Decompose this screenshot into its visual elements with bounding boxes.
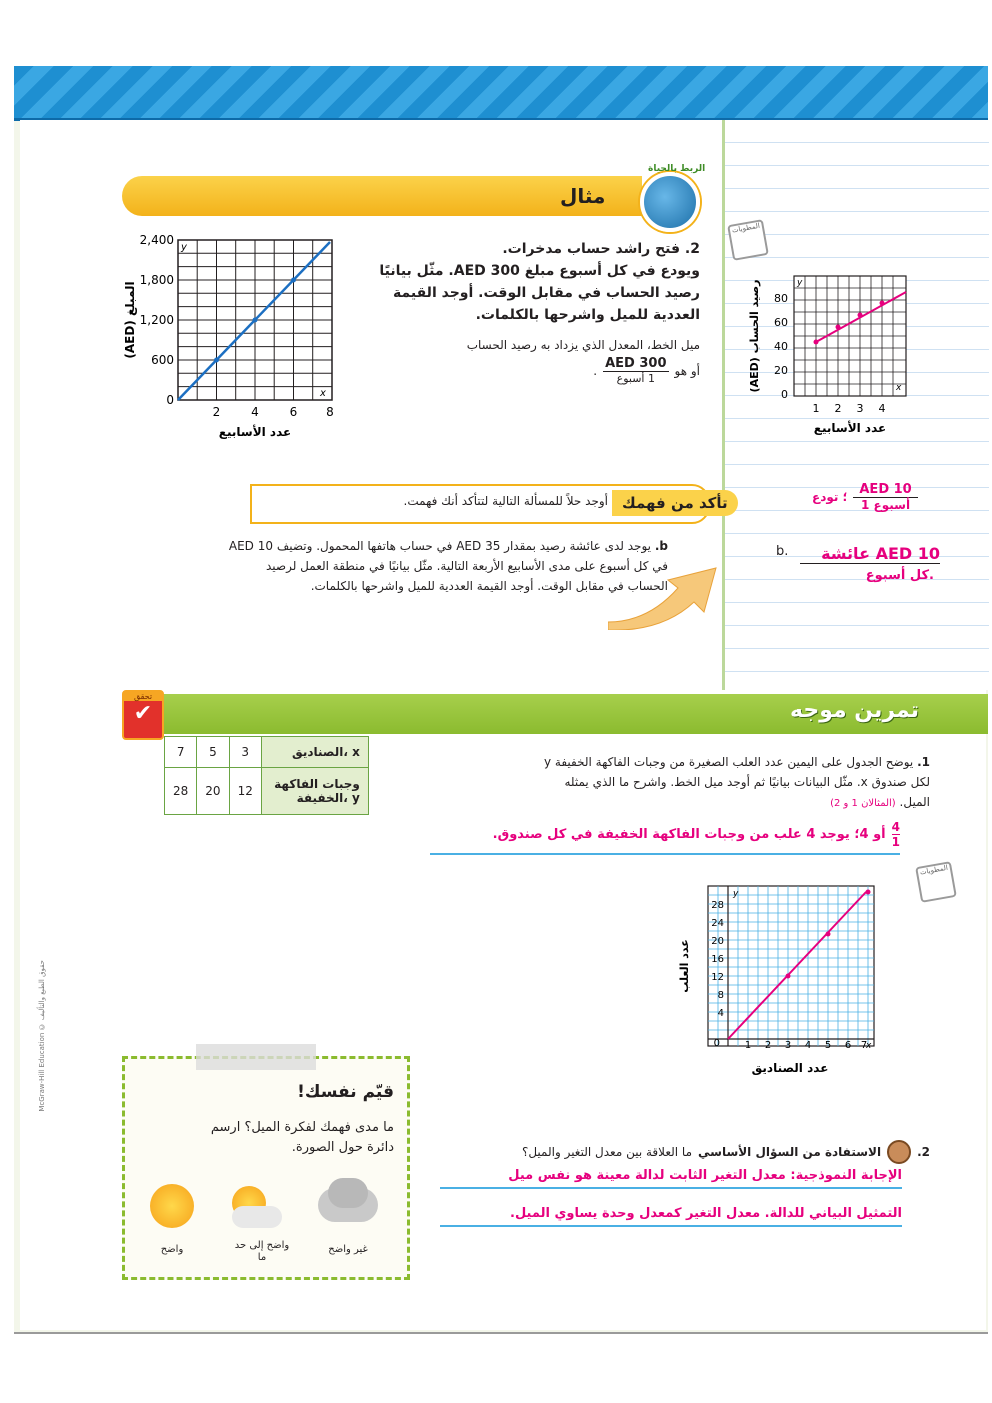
example-ylabel: المبلغ (AED) bbox=[123, 281, 137, 359]
guided-ytick: 8 bbox=[717, 990, 724, 1001]
guided-axis-x: x bbox=[866, 1041, 872, 1051]
check-label: تأكد من فهمك bbox=[612, 490, 738, 516]
check-b-label: b. bbox=[654, 539, 668, 553]
notes-b-den: كل أسبوع. bbox=[865, 568, 934, 583]
example-point bbox=[291, 278, 296, 283]
guided-ytick: 24 bbox=[711, 918, 724, 929]
table-cell: 28 bbox=[165, 768, 197, 815]
notes-b-label: b. bbox=[776, 544, 789, 559]
real-world-tag: الربط بالحياة bbox=[648, 164, 706, 174]
notes-point bbox=[858, 313, 863, 318]
example-qnum: 2. bbox=[684, 241, 700, 257]
notes-xtick: 2 bbox=[834, 402, 842, 415]
notes-ans1-num: AED 10 bbox=[853, 482, 917, 498]
notes-grid bbox=[794, 276, 906, 396]
example-frac-den: 1 أسبوع bbox=[616, 372, 655, 385]
example-frac-num: AED 300 bbox=[605, 356, 667, 371]
table-header: وجبات الفاكهة الخفيفة، y bbox=[261, 768, 368, 815]
guided-ytick: 4 bbox=[717, 1008, 724, 1019]
guided-xlabel: عدد الصناديق bbox=[751, 1061, 829, 1075]
table-cell: 3 bbox=[229, 737, 261, 768]
foldable-icon: المطويات bbox=[727, 219, 769, 261]
example-qline: فتح راشد حساب مدخرات. bbox=[502, 241, 681, 257]
guided-ytick: 28 bbox=[711, 900, 724, 911]
q2-answer1: الإجابة النموذجية: معدل التغير الثابت لدالة معينة هو نفس ميل bbox=[440, 1168, 902, 1189]
copyright-text: McGraw-Hill Education © حقوق الطبع والتأليف bbox=[38, 960, 46, 1112]
example-graph bbox=[118, 228, 348, 448]
example-axis-y: y bbox=[181, 242, 187, 253]
rate-opt-clear[interactable]: واضح bbox=[160, 1244, 184, 1255]
example-xtick: 8 bbox=[326, 405, 334, 419]
example-label: مثال bbox=[560, 184, 606, 208]
table-header: الصناديق، x bbox=[261, 737, 368, 768]
example-qline: العددية للميل واشرحها بالكلمات. bbox=[475, 307, 700, 323]
guided-ytick: 0 bbox=[713, 1038, 720, 1049]
table-cell: 12 bbox=[229, 768, 261, 815]
notes-ytick: 80 bbox=[774, 292, 788, 305]
example-ytick: 600 bbox=[151, 353, 174, 367]
example-qline: ويودع في كل أسبوع مبلغ 300 AED. مثّل بيانيًا bbox=[379, 263, 700, 279]
notes-ytick: 20 bbox=[774, 364, 788, 377]
notes-ytick: 40 bbox=[774, 340, 788, 353]
check-b-line: الحساب في مقابل الوقت. أوجد القيمة العددية للميل واشرحها بالكلمات. bbox=[310, 579, 668, 593]
checkmark-icon: تحقق ✔ bbox=[122, 690, 164, 740]
notes-point bbox=[814, 340, 819, 345]
example-xlabel: عدد الأسابيع bbox=[218, 425, 292, 439]
example-ytick: 0 bbox=[166, 393, 174, 407]
check-question bbox=[138, 536, 668, 596]
q1-num: 1. bbox=[917, 755, 930, 769]
notes-xtick: 1 bbox=[812, 402, 820, 415]
q1-ref: (المثالان 1 و 2) bbox=[830, 798, 896, 809]
example-xtick: 6 bbox=[289, 405, 298, 419]
notes-xlabel: عدد الأسابيع bbox=[813, 421, 887, 435]
table-row bbox=[165, 768, 369, 815]
notes-ans1-word: ؛ تودع bbox=[812, 490, 848, 504]
guided-label: تمرين موجه bbox=[790, 698, 920, 723]
rate-opt-somewhat[interactable]: واضح إلى حد ما bbox=[234, 1240, 290, 1263]
header-band bbox=[14, 66, 988, 121]
notes-point bbox=[836, 325, 841, 330]
arrow-icon bbox=[608, 560, 718, 630]
guided-xtick: 6 bbox=[844, 1040, 852, 1051]
check-b-line: يوجد لدى عائشة رصيد بمقدار 35 AED في حساب هاتفها المحمول. وتضيف AED 10 bbox=[228, 539, 652, 553]
guided-graph bbox=[670, 880, 890, 1080]
example-ytick: 1,800 bbox=[139, 273, 174, 287]
notes-ytick: 0 bbox=[781, 388, 788, 401]
guided-xtick: 4 bbox=[804, 1040, 812, 1051]
globe-icon bbox=[640, 172, 700, 232]
q1-frac-num: 4 bbox=[891, 820, 900, 834]
guided-xtick: 7 bbox=[860, 1040, 868, 1051]
q1-frac-den: 1 bbox=[891, 835, 900, 849]
guided-ytick: 12 bbox=[711, 972, 724, 983]
notes-graph bbox=[744, 264, 914, 444]
q1-line: الميل. bbox=[899, 795, 930, 809]
example-ytick: 1,200 bbox=[139, 313, 174, 327]
table-cell: 5 bbox=[197, 737, 229, 768]
guided-axis-y: y bbox=[733, 889, 739, 899]
example-question: 2. فتح راشد حساب مدخرات. ويودع في كل أسبوع مبلغ 300 AED. مثّل بيانيًا رصيد الحساب في مقابل الوقت. أوجد القيمة العددية للميل واشرحها بالكلمات. ميل الخط، المعدل الذي يزداد به رصيد الحساب أو هو AED 300 1 أسبوع . bbox=[350, 238, 700, 385]
check-instruction: أوجد حلاً للمسألة التالية لتتأكد أنك فهمت. bbox=[403, 494, 608, 508]
notes-point bbox=[880, 301, 885, 306]
sun-icon bbox=[150, 1184, 194, 1228]
guided-q2 bbox=[430, 1140, 930, 1164]
notes-answer1 bbox=[812, 482, 918, 512]
guided-ytick: 16 bbox=[711, 954, 724, 965]
example-answer-or: أو هو bbox=[674, 363, 700, 378]
guided-xtick: 3 bbox=[784, 1040, 792, 1051]
notes-xtick: 4 bbox=[878, 402, 886, 415]
tape-decoration bbox=[196, 1044, 316, 1070]
example-qline: رصيد الحساب في مقابل الوقت. أوجد القيمة bbox=[393, 285, 700, 301]
guided-point bbox=[866, 890, 871, 895]
guided-q1 bbox=[430, 752, 930, 814]
table-row bbox=[165, 737, 369, 768]
q2-title: الاستفادة من السؤال الأساسي bbox=[698, 1145, 882, 1159]
q2-text: ما العلاقة بين معدل التغير والميل؟ bbox=[521, 1145, 692, 1159]
table-cell: 7 bbox=[165, 737, 197, 768]
notes-xtick: 3 bbox=[856, 402, 864, 415]
example-xtick: 2 bbox=[212, 405, 221, 419]
guided-point bbox=[826, 932, 831, 937]
table-cell: 20 bbox=[197, 768, 229, 815]
notes-ans1-den: 1 أسبوع bbox=[861, 498, 911, 512]
q2-answer2: التمثيل البياني للدالة. معدل التغير كمعدل وحدة يساوي الميل. bbox=[440, 1206, 902, 1227]
example-point bbox=[214, 358, 219, 363]
example-axis-x: x bbox=[320, 388, 326, 399]
guided-ytick: 20 bbox=[711, 936, 724, 947]
guided-xtick: 1 bbox=[744, 1040, 752, 1051]
rate-title: قيّم نفسك! bbox=[297, 1082, 394, 1102]
data-table bbox=[164, 736, 369, 815]
check-b-line: في كل أسبوع على مدى الأسابيع الأربعة التالية. مثّل بيانيًا في منطقة العمل لرصيد bbox=[265, 559, 668, 573]
notes-b-num: عائشة AED 10 bbox=[800, 544, 940, 564]
guided-xtick: 5 bbox=[824, 1040, 832, 1051]
q1-answer-line bbox=[430, 820, 900, 855]
example-answer: ميل الخط، المعدل الذي يزداد به رصيد الحساب bbox=[466, 338, 700, 352]
foldable-icon-2: المطويات bbox=[915, 861, 957, 903]
q1-line: لكل صندوق x. مثّل البيانات بيانيًا ثم أوجد ميل الخط. واشرح ما الذي يمثله bbox=[564, 775, 930, 789]
notes-axis-x: x bbox=[896, 383, 902, 393]
q2-num: 2. bbox=[917, 1145, 930, 1159]
guided-point bbox=[786, 974, 791, 979]
example-xtick: 4 bbox=[251, 405, 259, 419]
rate-text: ما مدى فهمك لفكرة الميل؟ ارسم دائرة حول الصورة. bbox=[210, 1120, 394, 1155]
guided-ylabel: عدد العلب bbox=[678, 939, 691, 993]
example-point bbox=[253, 318, 258, 323]
essential-question-icon bbox=[887, 1140, 911, 1164]
example-ytick: 2,400 bbox=[139, 233, 174, 247]
q1-line: يوضح الجدول على اليمين عدد العلب الصغيرة من وجبات الفاكهة الخفيفة y bbox=[543, 755, 914, 769]
notes-ylabel: رصيد الحساب (AED) bbox=[748, 279, 761, 393]
notes-ytick: 60 bbox=[774, 316, 788, 329]
guided-xtick: 2 bbox=[764, 1040, 772, 1051]
rate-opt-unclear[interactable]: غير واضح bbox=[328, 1244, 368, 1255]
q1-answer: أو 4؛ يوجد 4 علب من وجبات الفاكهة الخفيفة في كل صندوق. bbox=[492, 827, 886, 842]
notes-axis-y: y bbox=[797, 278, 803, 288]
